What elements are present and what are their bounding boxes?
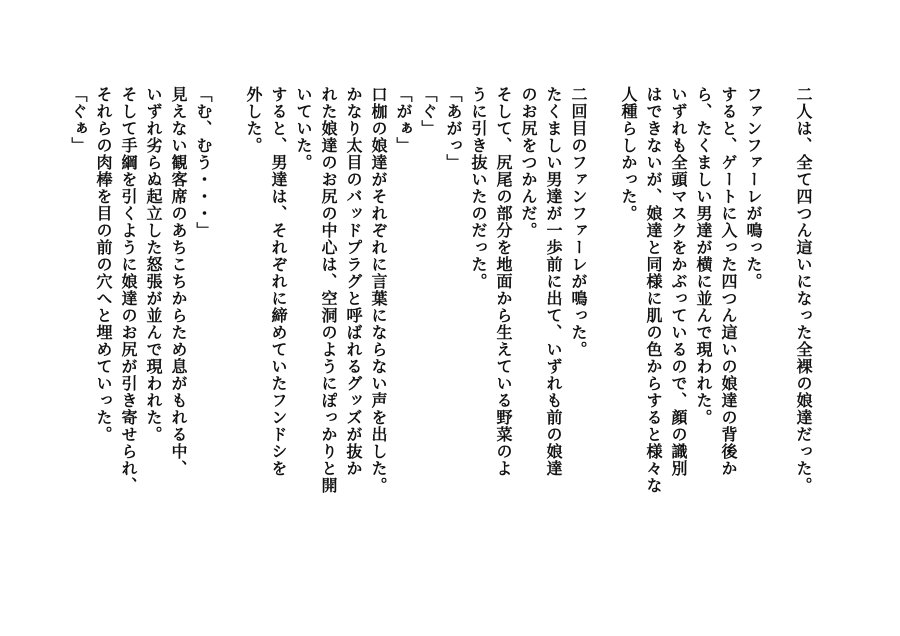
text-line: いていた。: [294, 86, 313, 171]
dialogue-line: 「ぐ」: [419, 86, 438, 137]
text-line: れた娘達のお尻の中心は、空洞のようにぽっかりと開: [319, 86, 338, 494]
text-line: はできないが、娘達と同様に肌の色からすると様々な: [644, 86, 663, 494]
paragraph-gap: [766, 86, 791, 566]
text-line: ファンファーレが鳴った。: [744, 86, 763, 290]
text-line: ら、たくましい男達が横に並んで現われた。: [694, 86, 713, 426]
text-line: すると、男達は、それぞれに締めていたフンドシを: [269, 86, 288, 477]
text-line: 口枷の娘達がそれぞれに言葉にならない声を出した。: [369, 86, 388, 494]
text-line: 見えない観客席のあちこちからため息がもれる中、: [169, 86, 188, 477]
text-line: 二回目のファンファーレが鳴った。: [569, 86, 588, 358]
text-line: そして、尻尾の部分を地面から生えている野菜のよ: [494, 86, 513, 477]
text-line: それらの肉棒を目の前の穴へと埋めていった。: [94, 86, 113, 443]
paragraph-gap: [591, 86, 616, 566]
text-line: すると、ゲートに入った四つん這いの娘達の背後か: [719, 86, 738, 477]
text-line: 外した。: [244, 86, 263, 154]
text-line: かなり太目のバッドプラグと呼ばれるグッズが抜か: [344, 86, 363, 477]
text-line: たくましい男達が一歩前に出て、いずれも前の娘達: [544, 86, 563, 477]
text-line: のお尻をつかんだ。: [519, 86, 538, 239]
dialogue-line: 「ぐぁ」: [69, 86, 88, 154]
paragraph-gap: [216, 86, 241, 566]
dialogue-line: 「む、むう・・・」: [194, 86, 213, 239]
text-line: そして手綱を引くように娘達のお尻が引き寄せられ、: [119, 86, 138, 494]
dialogue-line: 「あがっ」: [444, 86, 463, 171]
text-line: いずれ劣らぬ起立した怒張が並んで現われた。: [144, 86, 163, 443]
text-line: うに引き抜いたのだった。: [469, 86, 488, 290]
text-line: 人種らしかった。: [619, 86, 638, 222]
text-line: 二人は、全て四つん這いになった全裸の娘達だった。: [794, 86, 813, 494]
text-line: いずれも全頭マスクをかぶっているので、顔の識別: [669, 86, 688, 477]
dialogue-line: 「がぁ」: [394, 86, 413, 154]
vertical-text-block: [66, 86, 816, 566]
